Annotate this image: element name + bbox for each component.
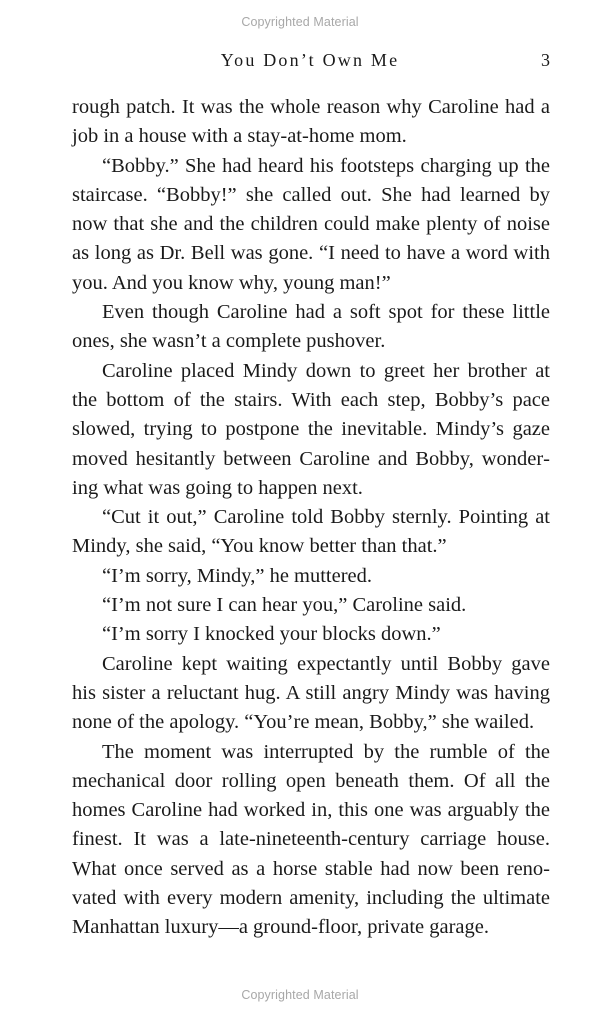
paragraph: rough patch. It was the whole reason why Caroline had a job in a house with a stay-at-home mom. xyxy=(72,96,550,148)
paragraph: “Cut it out,” Caroline told Bobby sternly. Pointing at Mindy, she said, “You know better than that.” xyxy=(72,506,550,558)
paragraph: “Bobby.” She had heard his footsteps charging up the staircase. “Bobby!” she called out. She had learned by now that she and the children could make plenty of noise as long as Dr. Bell was gone. “I need to have a word with you. And you know why, young man!” xyxy=(72,154,550,294)
paragraph: “I’m not sure I can hear you,” Caroline said. xyxy=(102,594,467,617)
paragraph: Caroline placed Mindy down to greet her brother at the bottom of the stairs. With each step, Bobby’s pace slowed, trying to postpone the inevitable. Mindy’s gaze moved hesitantly between Caroline and Bobby, wondering what was going to happen next. xyxy=(72,359,550,499)
copyright-watermark-top: Copyrighted Material xyxy=(241,15,359,29)
paragraph: Even though Caroline had a soft spot for these little ones, she wasn’t a complete pushover. xyxy=(72,301,550,353)
paragraph: Caroline kept waiting expectantly until Bobby gave his sister a reluctant hug. A still angry Mindy was having none of the apology. “You’re mean, Bobby,” she wailed. xyxy=(72,652,550,734)
paragraph: “I’m sorry, Mindy,” he muttered. xyxy=(102,564,373,587)
running-header xyxy=(0,50,600,74)
paragraph: The moment was interrupted by the rumble of the mechanical door rolling open beneath them. Of all the homes Caroline had worked in, this one was arguably the finest. It was a late-nineteenth-century carriage house. What once served as a horse stable had now been renovated with every modern amenity, including the ultimate Manhattan luxury—a ground-floor, private garage. xyxy=(72,740,550,939)
copyright-watermark-bottom: Copyrighted Material xyxy=(241,988,359,1002)
page-number: 3 xyxy=(541,50,550,70)
running-title: You Don’t Own Me xyxy=(220,50,400,70)
paragraph: “I’m sorry I knocked your blocks down.” xyxy=(102,623,441,646)
body-text xyxy=(72,93,550,943)
